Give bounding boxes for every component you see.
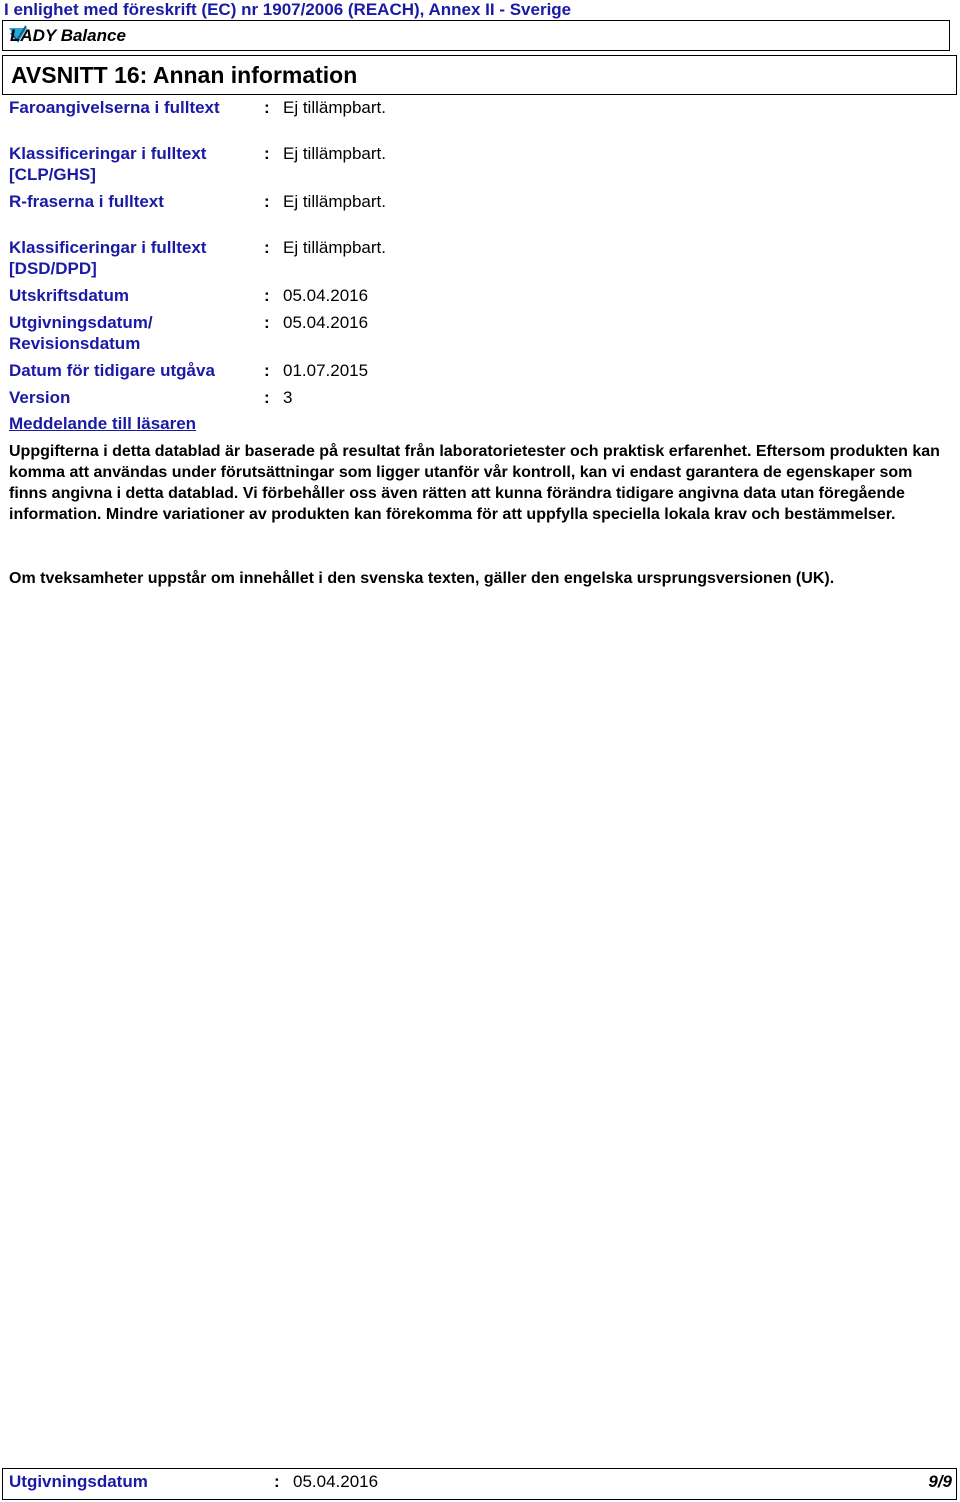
field-colon: : bbox=[264, 286, 270, 305]
field-label-hazard-statements: Faroangivelserna i fulltext bbox=[9, 98, 220, 117]
notice-paragraph-2: Om tveksamheter uppstår om innehållet i den svenska texten, gäller den engelska ursprungsversionen (UK). bbox=[9, 570, 835, 587]
field-value-version: 3 bbox=[283, 388, 293, 407]
field-value-r-phrases: Ej tillämpbart. bbox=[283, 192, 386, 211]
field-label-previous-date: Datum för tidigare utgåva bbox=[9, 361, 215, 380]
field-value-revision-date: 05.04.2016 bbox=[283, 313, 369, 332]
field-colon: : bbox=[264, 98, 270, 117]
field-value-print-date: 05.04.2016 bbox=[283, 286, 369, 305]
field-label-version: Version bbox=[9, 388, 71, 407]
regulation-header: I enlighet med föreskrift (EC) nr 1907/2006 (REACH), Annex II - Sverige bbox=[4, 0, 572, 19]
field-colon: : bbox=[264, 144, 270, 163]
notice-heading: Meddelande till läsaren bbox=[9, 414, 197, 433]
section-title: AVSNITT 16: Annan information bbox=[11, 62, 358, 88]
field-label-classification-clp: Klassificeringar i fulltext [CLP/GHS] bbox=[9, 144, 207, 184]
field-value-classification-clp: Ej tillämpbart. bbox=[283, 144, 386, 163]
field-colon: : bbox=[264, 192, 270, 211]
field-value-previous-date: 01.07.2015 bbox=[283, 361, 369, 380]
page-number: 9/9 bbox=[928, 1472, 952, 1491]
field-label-print-date: Utskriftsdatum bbox=[9, 286, 129, 305]
notice-paragraph-1: Uppgifterna i detta datablad är baserade på resultat från laboratorietester och praktisk erfarenhet. Eftersom produkten kan komma att användas under förutsättningar som ligger utanför vår kontroll, kan vi endast garantera de egenskaper som finns angivna i detta datablad. Vi förbehåller oss även rätten att kunna förändra tidigare angivna data utan föregående information. Mindre variationer av produkten kan förekomma för att uppfylla speciella lokala krav och bestämmelser. bbox=[9, 443, 940, 523]
field-colon: : bbox=[264, 361, 270, 380]
field-label-r-phrases: R-fraserna i fulltext bbox=[9, 192, 164, 211]
footer-colon: : bbox=[274, 1472, 280, 1491]
field-colon: : bbox=[264, 313, 270, 332]
field-value-classification-dsd: Ej tillämpbart. bbox=[283, 238, 386, 257]
section-header-box bbox=[2, 55, 957, 95]
field-colon: : bbox=[264, 238, 270, 257]
product-header-box bbox=[2, 20, 950, 51]
footer-label: Utgivningsdatum bbox=[9, 1472, 148, 1491]
field-label-classification-dsd: Klassificeringar i fulltext [DSD/DPD] bbox=[9, 238, 207, 278]
footer-date: 05.04.2016 bbox=[293, 1472, 379, 1491]
product-name: LADY Balance bbox=[10, 26, 126, 45]
field-label-revision-date: Utgivningsdatum/ Revisionsdatum bbox=[9, 313, 153, 353]
field-colon: : bbox=[264, 388, 270, 407]
field-value-hazard-statements: Ej tillämpbart. bbox=[283, 98, 386, 117]
